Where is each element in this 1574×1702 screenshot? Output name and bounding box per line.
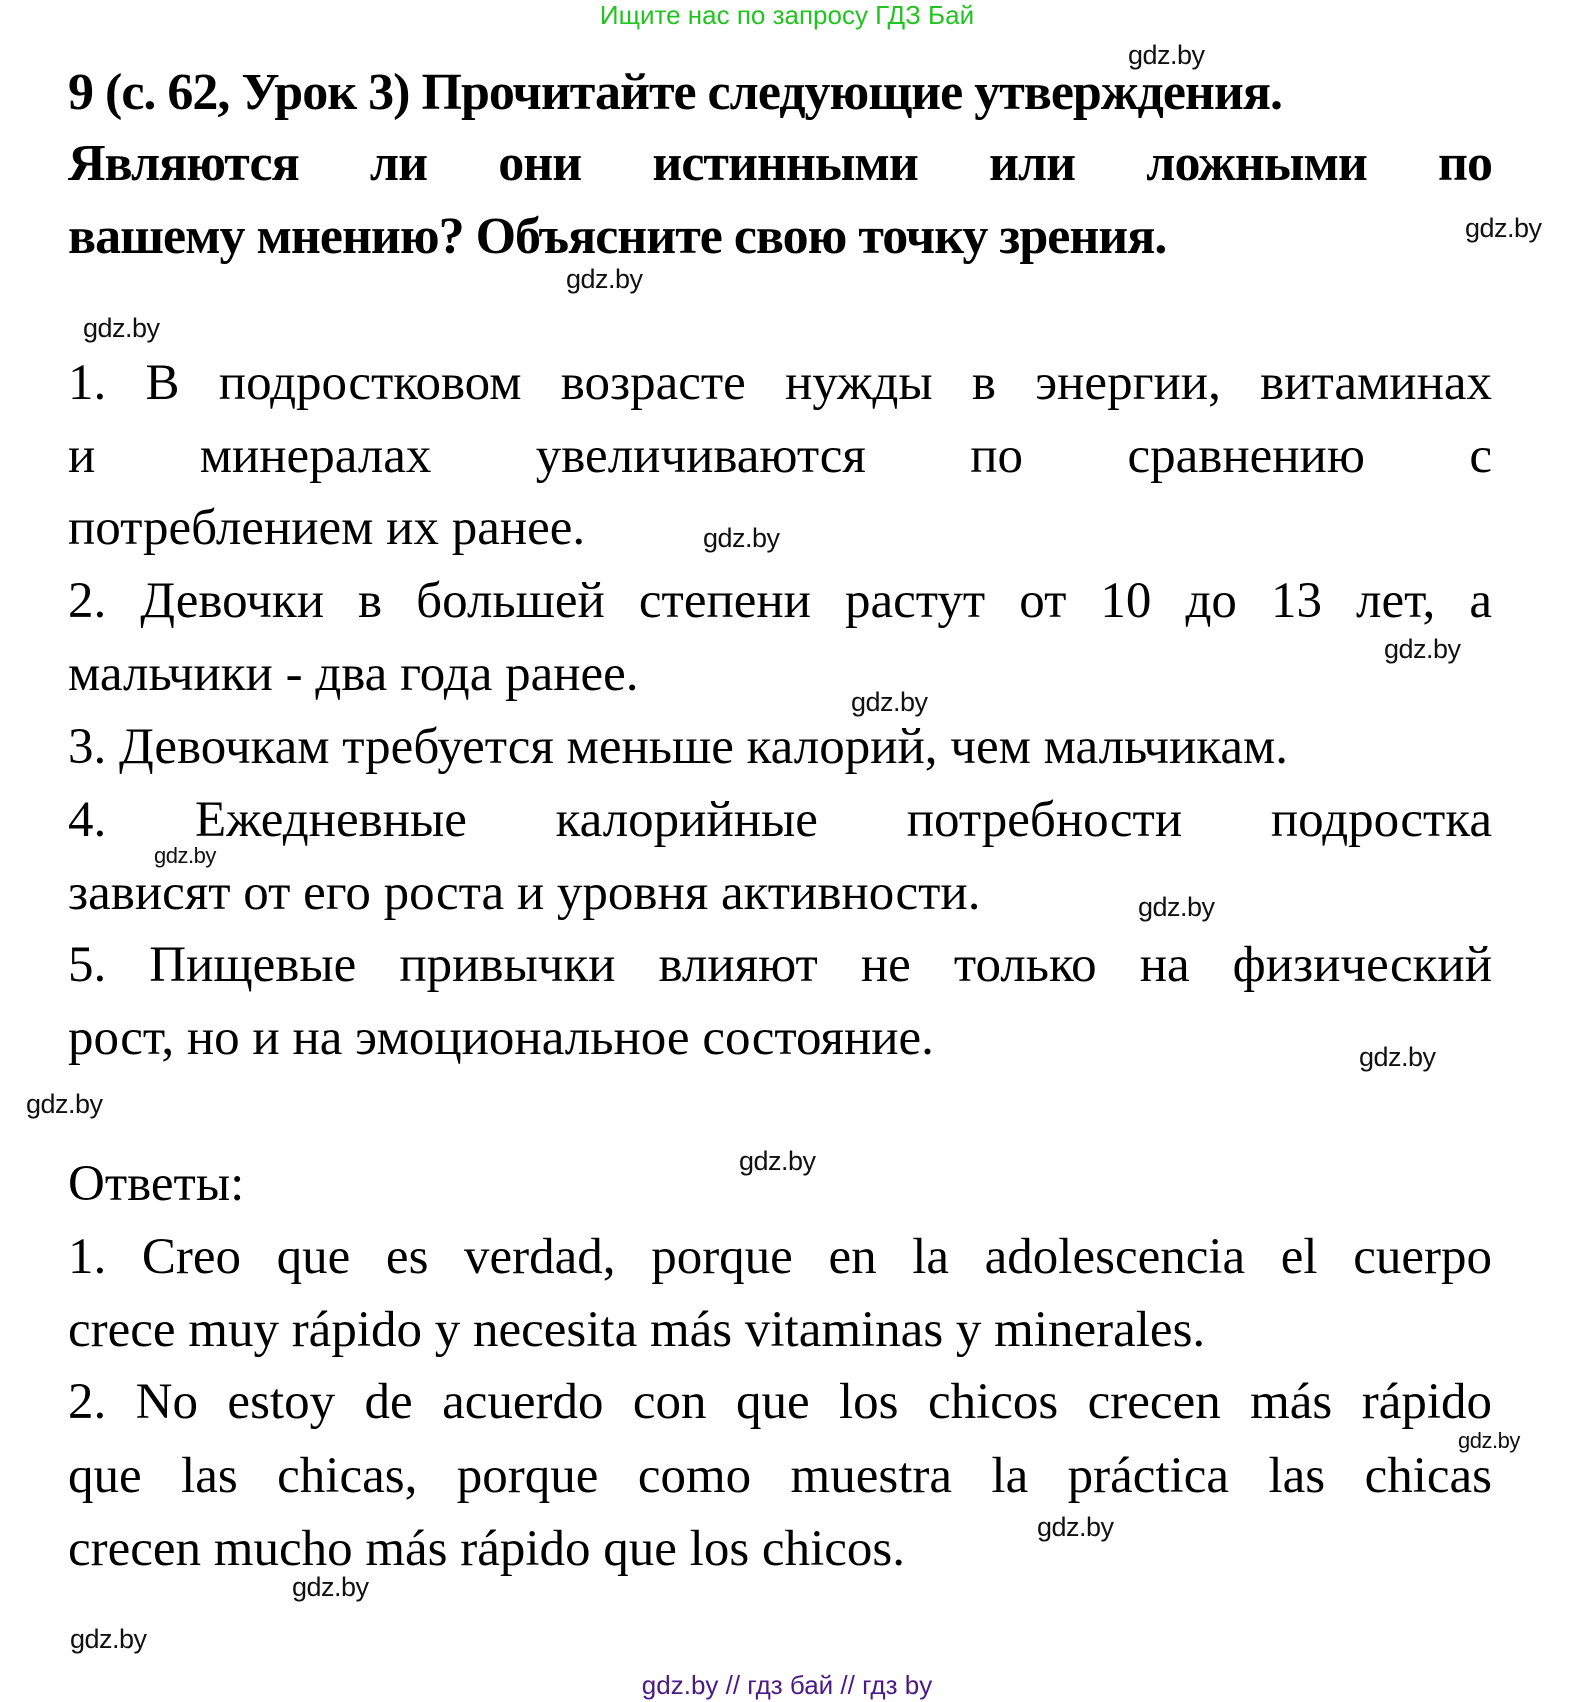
watermark: gdz.by [739,1146,816,1176]
statement-line: 3. Девочкам требуется меньше калорий, чем мальчикам. [68,719,1289,775]
statement-line: мальчики - два года ранее. [68,646,639,702]
watermark: gdz.by [1465,213,1542,243]
statement-line: 4. Ежедневные калорийные потребности подростка [68,792,1492,848]
watermark: gdz.by [1384,634,1461,664]
search-banner: Ищите нас по запросу ГДЗ Бай [599,0,975,30]
watermark: gdz.by [1359,1042,1436,1072]
footer-links: gdz.by // гдз бай // гдз by [641,1670,933,1700]
watermark: gdz.by [1458,1428,1520,1453]
watermark: gdz.by [1037,1512,1114,1542]
answer-line: crece muy rápido y necesita más vitaminas y minerales. [68,1302,1206,1358]
title-line-2: Являются ли они истинными или ложными по [68,135,1492,192]
statement-line: рост, но и на эмоциональное состояние. [68,1010,934,1066]
watermark: gdz.by [154,843,216,868]
statement-line: потреблением их ранее. [68,500,586,556]
title-line-1: 9 (с. 62, Урок 3) Прочитайте следующие утверждения. [68,64,1282,121]
watermark: gdz.by [1138,892,1215,922]
watermark: gdz.by [83,313,160,343]
answers-heading: Ответы: [68,1156,245,1212]
statement-line: и минералах увеличиваются по сравнению с [68,428,1492,484]
watermark: gdz.by [703,523,780,553]
statement-line: 5. Пищевые привычки влияют не только на физический [68,937,1492,993]
answer-line: 1. Creo que es verdad, porque en la adolescencia el cuerpo [68,1229,1492,1285]
watermark: gdz.by [566,264,643,294]
watermark: gdz.by [292,1572,369,1602]
watermark: gdz.by [851,687,928,717]
watermark: gdz.by [1128,40,1205,70]
statement-line: зависят от его роста и уровня активности. [68,865,981,921]
answer-line: que las chicas, porque como muestra la práctica las chicas [68,1448,1492,1504]
answer-line: crecen mucho más rápido que los chicos. [68,1521,905,1577]
watermark: gdz.by [70,1624,147,1654]
answer-line: 2. No estoy de acuerdo con que los chicos crecen más rápido [68,1374,1492,1430]
watermark: gdz.by [26,1089,103,1119]
title-line-3: вашему мнению? Объясните свою точку зрения. [68,208,1167,265]
statement-line: 1. В подростковом возрасте нужды в энергии, витаминах [68,355,1492,411]
statement-line: 2. Девочки в большей степени растут от 10 до 13 лет, а [68,573,1492,629]
